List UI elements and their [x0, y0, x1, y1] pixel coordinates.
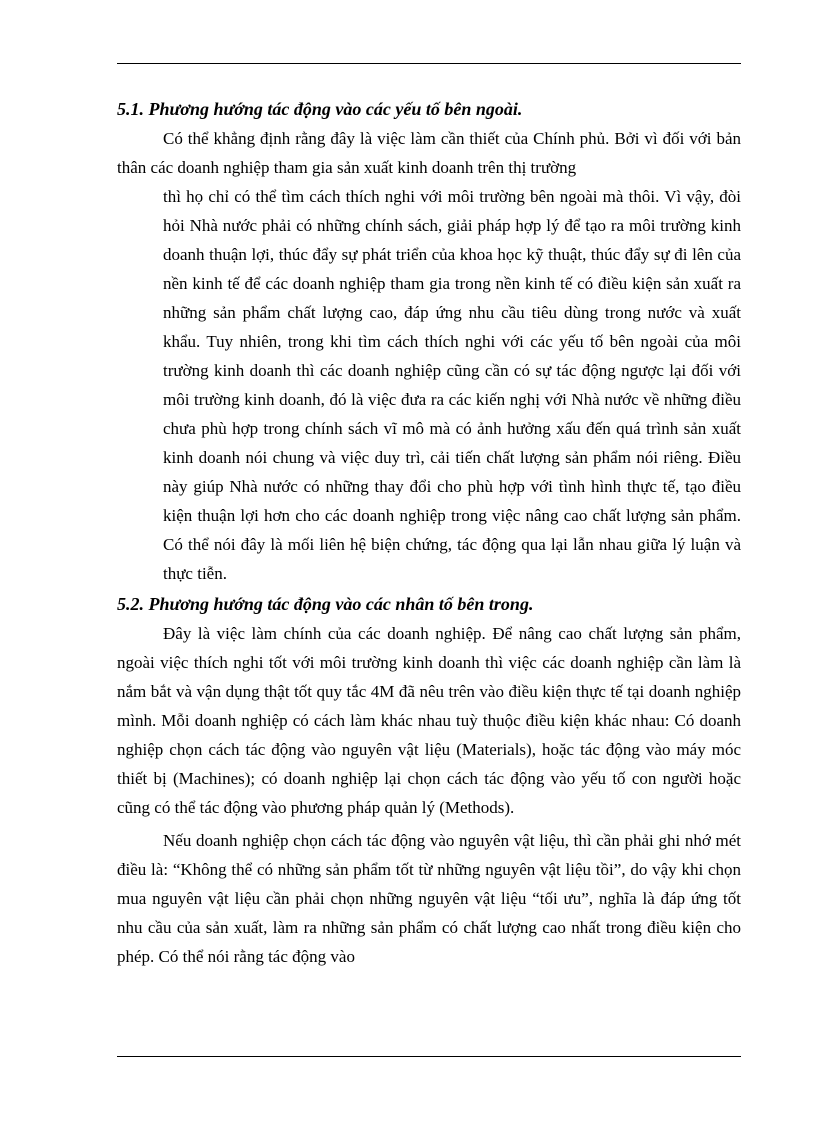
paragraph: Có thể khẳng định rằng đây là việc làm cần thiết của Chính phủ. Bởi vì đối với bản thân các doanh nghiệp tham gia sản xuất kinh doanh trên thị trường [117, 129, 741, 177]
header-rule [117, 63, 741, 64]
document-body [117, 95, 741, 971]
paragraph: Đây là việc làm chính của các doanh nghiệp. Để nâng cao chất lượng sản phẩm, ngoài việc thích nghi tốt với môi trường kinh doanh thì việc các doanh nghiệp cần làm là nắm bắt và vận dụng thật tốt quy tắc 4M đã nêu trên vào điều kiện thực tế tại doanh nghiệp mình. Mỗi doanh nghiệp có cách làm khác nhau tuỳ thuộc điều kiện khác nhau: Có doanh nghiệp chọn cách tác động vào nguyên vật liệu (Materials), hoặc tác động vào máy móc thiết bị (Machines); có doanh nghiệp lại chọn cách tác động vào yếu tố con người hoặc cũng có thể tác động vào phương pháp quản lý (Methods). [117, 624, 741, 817]
section-heading-5-2: 5.2. Phương hướng tác động vào các nhân tố bên trong. [117, 594, 534, 614]
paragraph: thì họ chỉ có thể tìm cách thích nghi với môi trường bên ngoài mà thôi. Vì vậy, đòi hỏi Nhà nước phải có những chính sách, giải pháp hợp lý để tạo ra môi trường kinh doanh thuận lợi, thúc đẩy sự phát triển của khoa học kỹ thuật, thúc đẩy sự đi lên của nền kinh tế để các doanh nghiệp tham gia trong nền kinh tế có điều kiện sản xuất ra những sản phẩm chất lượng cao, đáp ứng nhu cầu tiêu dùng trong nước và xuất khẩu. Tuy nhiên, trong khi tìm cách thích nghi với các yếu tố bên ngoài của môi trường kinh doanh thì các doanh nghiệp cũng cần có sự tác động ngược lại đối với môi trường kinh doanh, đó là việc đưa ra các kiến nghị với Nhà nước về những điều chưa phù hợp trong chính sách vĩ mô mà có ảnh hưởng xấu đến quá trình sản xuất kinh doanh nói chung và việc duy trì, cải tiến chất lượng sản phẩm nói riêng. Điều này giúp Nhà nước có những thay đổi cho phù hợp với tình hình thực tế, tạo điều kiện thuận lợi hơn cho các doanh nghiệp trong việc nâng cao chất lượng sản phẩm. Có thể nói đây là mối liên hệ biện chứng, tác động qua lại lẫn nhau giữa lý luận và thực tiễn. [163, 187, 741, 583]
section-heading-5-1: 5.1. Phương hướng tác động vào các yếu tố bên ngoài. [117, 99, 523, 119]
paragraph: Nếu doanh nghiệp chọn cách tác động vào nguyên vật liệu, thì cần phải ghi nhớ mét điều là: “Không thể có những sản phẩm tốt từ những nguyên vật liệu tồi”, do vậy khi chọn mua nguyên vật liệu cần phải chọn những nguyên vật liệu “tối ưu”, nghĩa là đáp ứng tốt nhu cầu của sản xuất, làm ra những sản phẩm có chất lượng cao nhất trong điều kiện cho phép. Có thể nói rằng tác động vào [117, 831, 741, 966]
footer-rule [117, 1056, 741, 1057]
